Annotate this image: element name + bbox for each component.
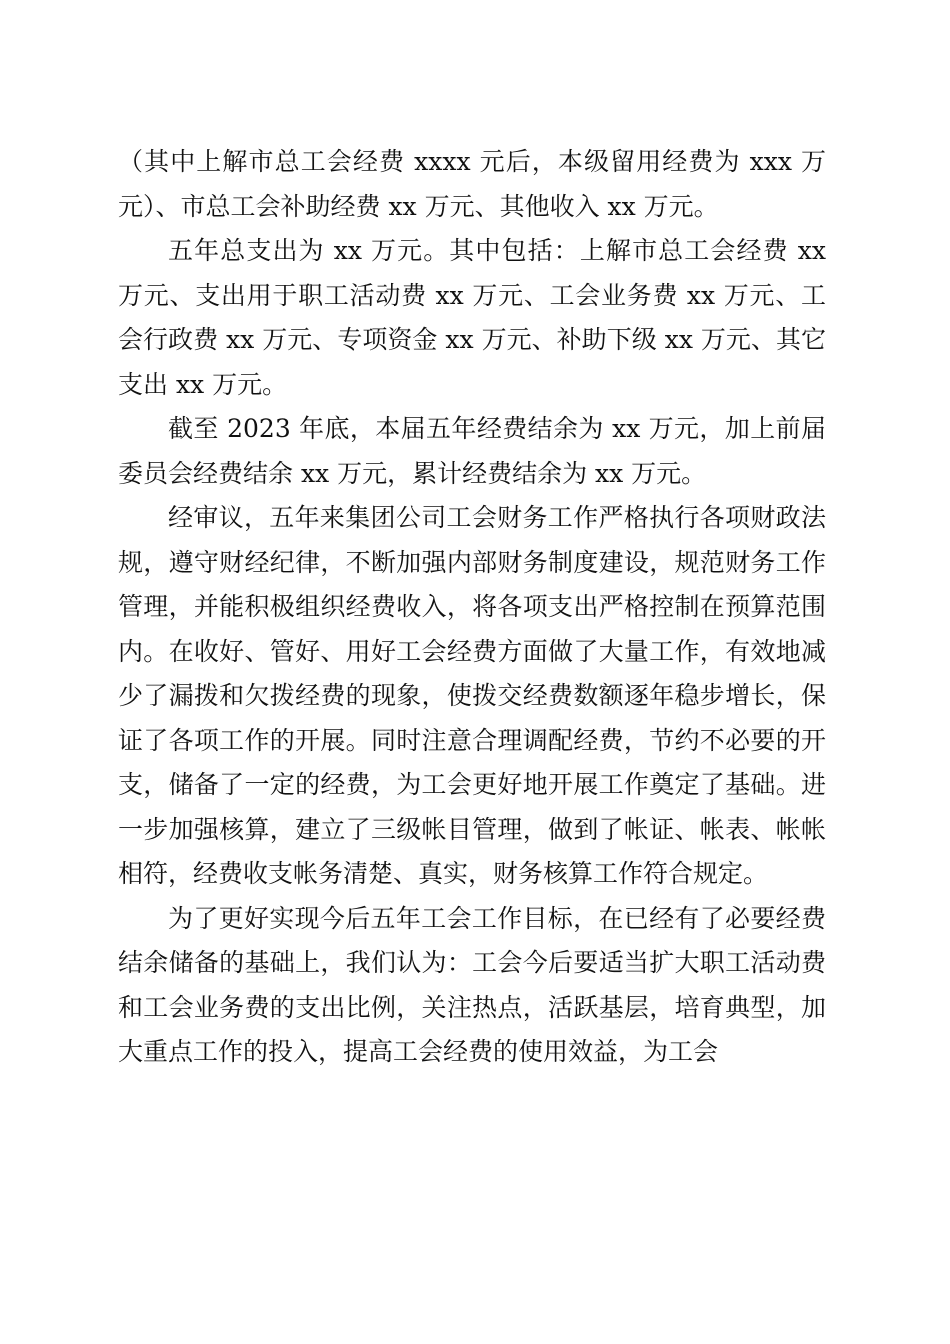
document-body xyxy=(118,140,826,1075)
paragraph-income-continued: （其中上解市总工会经费 xxxx 元后，本级留用经费为 xxx 万元）、市总工会补助经费 xx 万元、其他收入 xx 万元。 xyxy=(118,147,826,221)
paragraph-review-opinion: 经审议，五年来集团公司工会财务工作严格执行各项财政法规，遵守财经纪律，不断加强内部财务制度建设，规范财务工作管理，并能积极组织经费收入，将各项支出严格控制在预算范围内。在收好、管好、用好工会经费方面做了大量工作，有效地减少了漏拨和欠拨经费的现象，使拨交经费数额逐年稳步增长，保证了各项工作的开展。同时注意合理调配经费，节约不必要的开支，储备了一定的经费，为工会更好地开展工作奠定了基础。进一步加强核算，建立了三级帐目管理，做到了帐证、帐表、帐帐相符，经费收支帐务清楚、真实，财务核算工作符合规定。 xyxy=(118,503,826,888)
paragraph-total-expenditure: 五年总支出为 xx 万元。其中包括：上解市总工会经费 xx 万元、支出用于职工活动费 xx 万元、工会业务费 xx 万元、工会行政费 xx 万元、专项资金 xx 万元、补助下级 xx 万元、其它支出 xx 万元。 xyxy=(118,236,826,399)
paragraph-balance: 截至 2023 年底，本届五年经费结余为 xx 万元，加上前届委员会经费结余 xx 万元，累计经费结余为 xx 万元。 xyxy=(118,414,826,488)
paragraph-recommendation: 为了更好实现今后五年工会工作目标，在已经有了必要经费结余储备的基础上，我们认为：工会今后要适当扩大职工活动费和工会业务费的支出比例，关注热点，活跃基层，培育典型，加大重点工作的投入，提高工会经费的使用效益，为工会 xyxy=(118,903,826,1066)
